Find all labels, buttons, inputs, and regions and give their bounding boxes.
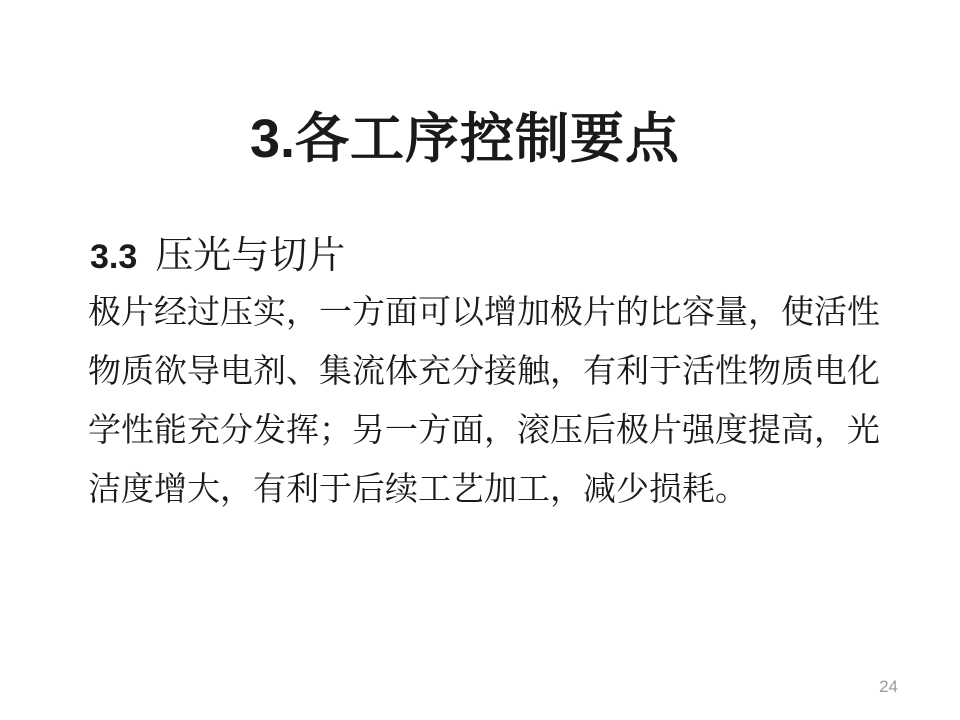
body-line-2: 物质欲导电剂、集流体充分接触，有利于活性物质电化: [88, 354, 880, 390]
section-title: 压光与切片: [155, 235, 346, 277]
section-number: 3.3: [90, 238, 138, 276]
body-line-3: 学性能充分发挥；另一方面，滚压后极片强度提高，光: [88, 413, 880, 449]
slide-title-number: 3.: [249, 109, 296, 169]
body-line-4: 洁度增大，有利于后续工艺加工，减少损耗。: [88, 472, 748, 508]
body-line-1: 极片经过压实，一方面可以增加极片的比容量，使活性: [88, 295, 880, 331]
body-paragraph: [88, 284, 888, 520]
slide-title-text: 各工序控制要点: [295, 109, 681, 169]
slide-title: [0, 106, 930, 174]
section-heading: [90, 224, 345, 279]
page-number: 24: [879, 677, 898, 696]
